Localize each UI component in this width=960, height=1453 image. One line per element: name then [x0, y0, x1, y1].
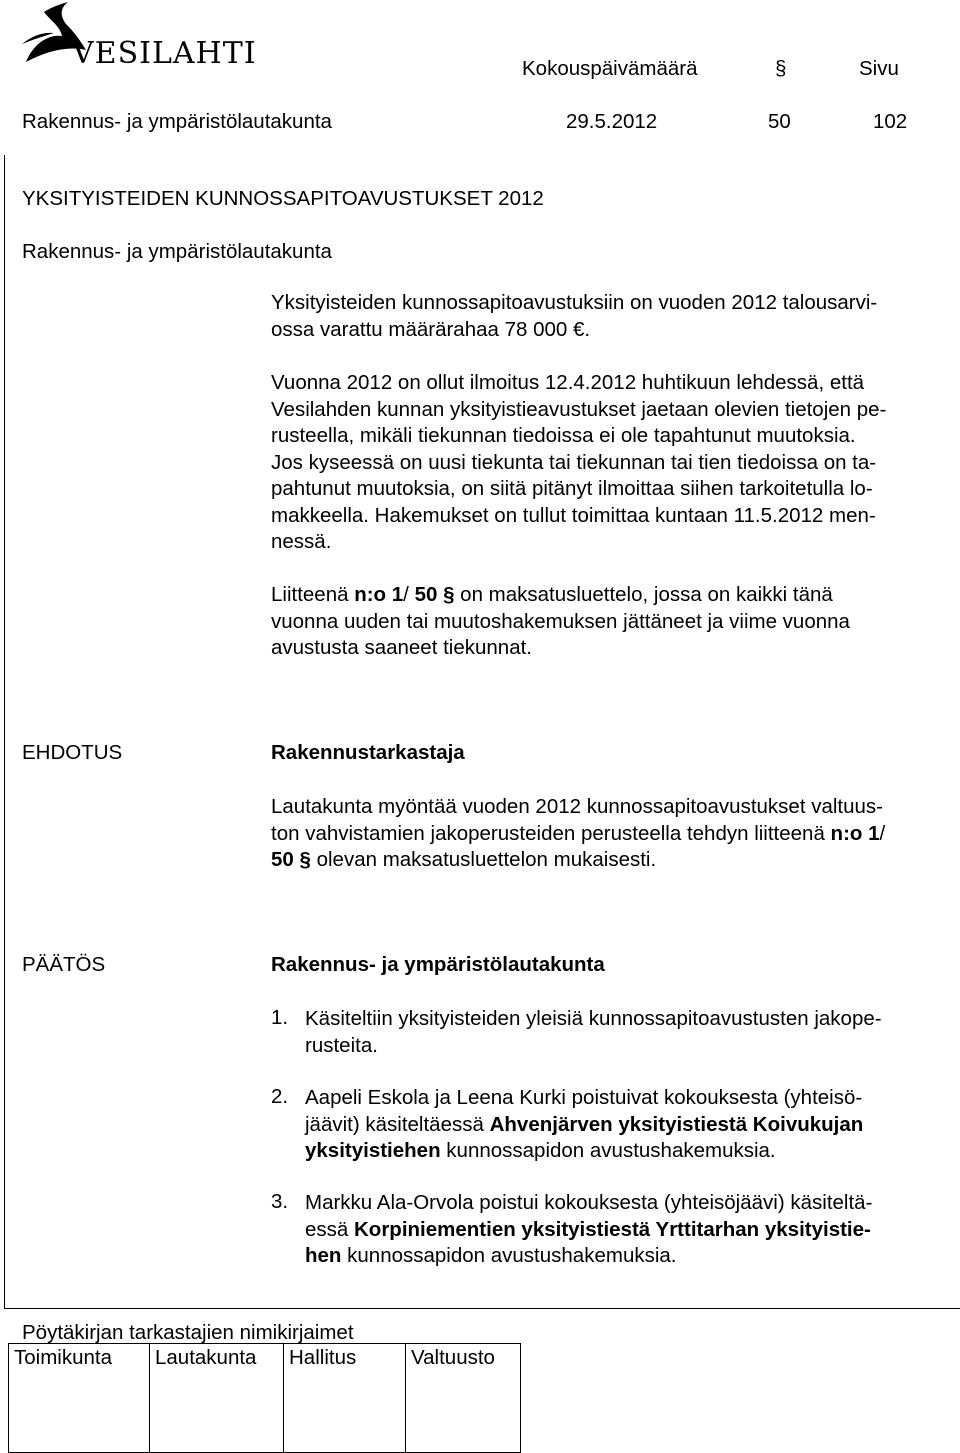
- text-line: ton vahvistamien jakoperusteiden perusteella tehdyn liitteenä n:o 1/: [271, 821, 886, 845]
- attachment-paragraph: [271, 582, 850, 662]
- signature-table: [8, 1343, 521, 1453]
- text-line: Lautakunta myöntää vuoden 2012 kunnossapitoavustukset valtuus-: [271, 795, 883, 818]
- bottom-border-rule: [4, 1308, 960, 1309]
- proposer: Rakennustarkastaja: [271, 741, 465, 764]
- proposal-label: EHDOTUS: [22, 741, 123, 764]
- header-page-number: 102: [873, 110, 908, 133]
- decision-item-number: 2.: [271, 1085, 289, 1108]
- decision-body: Rakennus- ja ympäristölautakunta: [271, 953, 605, 976]
- text-line: Markku Ala-Orvola poistui kokouksesta (yhteisöjäävi) käsiteltä-: [305, 1191, 873, 1214]
- page-label: Sivu: [859, 57, 899, 80]
- text-line: Käsiteltiin yksityisteiden yleisiä kunnossapitoavustusten jakope-: [305, 1007, 882, 1030]
- header-committee: Rakennus- ja ympäristölautakunta: [22, 110, 332, 133]
- text-line: Vesilahden kunnan yksityistieavustukset jaetaan olevien tietojen pe-: [271, 397, 887, 421]
- decision-item-number: 1.: [271, 1006, 289, 1029]
- text-line: Liitteenä n:o 1/ 50 § on maksatusluettelo, jossa on kaikki tänä: [271, 583, 833, 606]
- text-line: essä Korpiniementien yksityistiestä Yrttitarhan yksityistie-: [305, 1217, 871, 1241]
- text-line: avustusta saaneet tiekunnat.: [271, 636, 532, 659]
- section-symbol-label: §: [775, 57, 787, 80]
- committee-heading: Rakennus- ja ympäristölautakunta: [22, 240, 332, 263]
- text-line: rusteita.: [305, 1033, 378, 1057]
- text-line: vuonna uuden tai muutoshakemuksen jättäneet ja viime vuonna: [271, 609, 850, 633]
- announcement-paragraph: [271, 370, 886, 556]
- text-line: makkeella. Hakemukset on tullut toimittaa kuntaan 11.5.2012 men-: [271, 503, 876, 527]
- meeting-date-label: Kokouspäivämäärä: [522, 57, 698, 80]
- vesilahti-logo: [20, 0, 257, 78]
- decision-item: [305, 1085, 863, 1165]
- decision-label: PÄÄTÖS: [22, 953, 106, 976]
- decision-item: [305, 1190, 872, 1270]
- signature-cell-hallitus[interactable]: Hallitus: [284, 1344, 406, 1453]
- text-line: ossa varattu määrärahaa 78 000 €.: [271, 317, 591, 341]
- text-line: 50 § olevan maksatusluettelon mukaisesti.: [271, 848, 657, 871]
- decision-item-number: 3.: [271, 1190, 289, 1213]
- text-line: rusteella, mikäli tiekunnan tiedoissa ei ole tapahtunut muutoksia.: [271, 424, 856, 447]
- text-line: nessä.: [271, 530, 332, 553]
- budget-paragraph: [271, 290, 877, 343]
- text-line: yksityistiehen kunnossapidon avustushakemuksia.: [305, 1139, 776, 1162]
- proposal-text: [271, 794, 885, 874]
- footer-caption: Pöytäkirjan tarkastajien nimikirjaimet: [22, 1321, 354, 1344]
- text-line: Yksityisteiden kunnossapitoavustuksiin on vuoden 2012 talousarvi-: [271, 291, 878, 314]
- signature-cell-toimikunta[interactable]: Toimikunta: [9, 1344, 150, 1453]
- signature-cell-lautakunta[interactable]: Lautakunta: [150, 1344, 284, 1453]
- text-line: Vuonna 2012 on ollut ilmoitus 12.4.2012 huhtikuun lehdessä, että: [271, 371, 865, 394]
- signature-cell-valtuusto[interactable]: Valtuusto: [406, 1344, 521, 1453]
- header-section-number: 50: [768, 110, 791, 133]
- header-meeting-date: 29.5.2012: [566, 110, 658, 133]
- text-line: hen kunnossapidon avustushakemuksia.: [305, 1244, 677, 1267]
- logo-wordmark: VESILAHTI: [72, 36, 257, 71]
- text-line: Jos kyseessä on uusi tiekunta tai tiekunnan tai tien tiedoissa on ta-: [271, 450, 877, 474]
- text-line: jäävit) käsiteltäessä Ahvenjärven yksityistiestä Koivukujan: [305, 1112, 864, 1136]
- left-border-rule: [4, 155, 5, 1308]
- text-line: Aapeli Eskola ja Leena Kurki poistuivat kokouksesta (yhteisö-: [305, 1086, 863, 1109]
- decision-item: [305, 1006, 882, 1059]
- document-title: YKSITYISTEIDEN KUNNOSSAPITOAVUSTUKSET 2012: [22, 187, 544, 210]
- text-line: pahtunut muutoksia, on siitä pitänyt ilmoittaa siihen tarkoitetulla lo-: [271, 477, 873, 500]
